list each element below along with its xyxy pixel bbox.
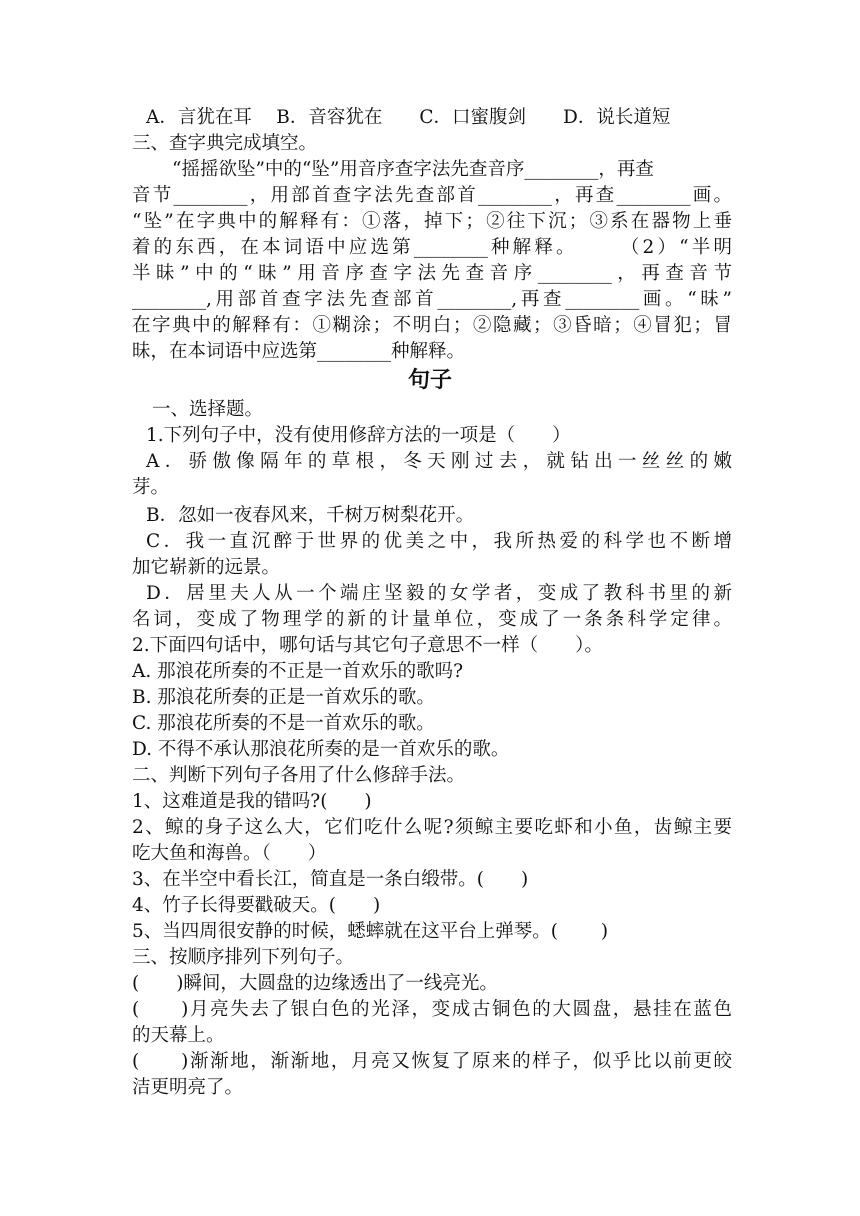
text-line: 1.下列句子中，没有使用修辞方法的一项是（ ） — [146, 425, 571, 446]
text-line: C．我一直沉醉于世界的优美之中，我所热爱的科学也不断增 — [146, 531, 732, 552]
text-line: 2、鲸的身子这么大，它们吃什么呢?须鲸主要吃虾和小鱼，齿鲸主要 — [132, 817, 732, 838]
text-line: 名词，变成了物理学的新的计量单位，变成了一条条科学定律。 — [132, 609, 732, 630]
text-line: 在字典中的解释有：①糊涂；不明白；②隐藏；③昏暗；④冒犯；冒 — [132, 315, 732, 336]
text-line: 2.下面四句话中，哪句话与其它句子意思不一样（ ）。 — [132, 635, 603, 656]
text-line: B．忽如一夜春风来，千树万树梨花开。 — [146, 505, 475, 526]
text-line: ( )渐渐地，渐渐地，月亮又恢复了原来的样子，似乎比以前更皎 — [132, 1051, 732, 1072]
text-line: 加它崭新的远景。 — [132, 557, 281, 578]
text-line: 吃大鱼和海兽。（ ） — [132, 843, 327, 864]
text-line: 5、当四周很安静的时候，蟋蟀就在这平台上弹琴。( ) — [132, 921, 609, 942]
text-line: 三、按顺序排列下列句子。 — [132, 947, 355, 968]
text-line: ________,用部首查字法先查部首________,再查________画。“昧” — [132, 289, 732, 310]
text-line: 的天幕上。 — [132, 1025, 225, 1046]
text-line: ( )月亮失去了银白色的光泽，变成古铜色的大圆盘，悬挂在蓝色 — [132, 999, 732, 1020]
text-line: 半昧”中的“昧”用音序查字法先查音序________，再查音节 — [132, 263, 732, 284]
text-line: B. 那浪花所奏的正是一首欢乐的歌。 — [132, 687, 435, 708]
text-line: 音节________，用部首查字法先查部首________，再查________画。 — [132, 185, 732, 206]
text-line: “摇摇欲坠”中的“坠”用音序查字法先查音序________，再查 — [172, 159, 654, 180]
text-line: 昧，在本词语中应选第________种解释。 — [132, 341, 466, 362]
text-line: 着的东西，在本词语中应选第________种解释。 （2）“半明 — [132, 237, 732, 258]
text-line: 芽。 — [132, 477, 170, 498]
text-line: D. 不得不承认那浪花所奏的是一首欢乐的歌。 — [132, 739, 510, 760]
text-line: A．骄傲像隔年的草根，冬天刚过去，就钻出一丝丝的嫩 — [146, 451, 732, 472]
text-line: C. 那浪花所奏的不是一首欢乐的歌。 — [132, 713, 435, 734]
text-line: 1、这难道是我的错吗?( ) — [132, 791, 372, 812]
text-line: 4、竹子长得要戳破天。( ) — [132, 895, 381, 916]
text-line: A．言犹在耳 B．音容犹在 C．口蜜腹剑 D．说长道短 — [146, 107, 671, 128]
text-line: A. 那浪花所奏的不正是一首欢乐的歌吗? — [132, 661, 464, 682]
text-line: 洁更明亮了。 — [132, 1077, 244, 1098]
text-line: 二、判断下列句子各用了什么修辞手法。 — [132, 765, 466, 786]
text-line: D．居里夫人从一个端庄坚毅的女学者，变成了教科书里的新 — [146, 583, 732, 604]
section-title: 句子 — [407, 368, 452, 393]
text-line: 三、查字典完成填空。 — [132, 133, 318, 154]
text-line: 一、选择题。 — [152, 399, 264, 420]
text-line: 3、在半空中看长江，简直是一条白缎带。( ) — [132, 869, 529, 890]
text-line: ( )瞬间，大圆盘的边缘透出了一线亮光。 — [132, 973, 498, 994]
text-line: “坠”在字典中的解释有：①落，掉下；②往下沉；③系在器物上垂 — [132, 211, 732, 232]
